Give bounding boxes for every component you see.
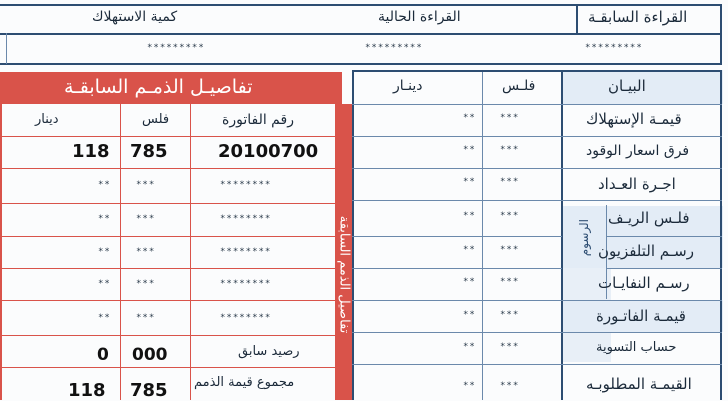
arrears-fils: *** — [136, 247, 156, 257]
arrears-header-dinar: دينار — [35, 112, 59, 127]
charge-dinar: ** — [463, 342, 476, 352]
arrears-dinar: ** — [98, 313, 111, 323]
previous-balance-dinar: 0 — [97, 345, 109, 365]
arrears-total-label: مجموع قيمة الذمم — [194, 375, 295, 390]
charge-fils: *** — [500, 113, 520, 123]
charge-fils: *** — [500, 245, 520, 255]
charge-label-rural-fils: فلـس الريـف — [608, 209, 690, 227]
charge-fils: *** — [500, 381, 520, 391]
charges-header-fils: فلـس — [502, 78, 536, 94]
previous-balance-label: رصيد سابق — [238, 344, 300, 359]
arrears-invoice: 20100700 — [218, 141, 319, 162]
charge-label-settlement: حساب التسوية — [596, 340, 677, 355]
arrears-fils: *** — [136, 279, 156, 289]
previous-balance-fils: 000 — [132, 345, 168, 365]
arrears-invoice: ******** — [220, 313, 272, 323]
arrears-fils: 785 — [130, 141, 168, 162]
previous-reading-value: ********* — [585, 43, 643, 53]
charge-label-fuel-diff: فرق اسعار الوقود — [586, 143, 690, 159]
charge-label-consumption: قيمـة الإستهلاك — [586, 110, 682, 128]
fees-group-label: الرسوم — [577, 219, 591, 257]
arrears-invoice: ******** — [220, 247, 272, 257]
charge-fils: *** — [500, 177, 520, 187]
charge-dinar: ** — [463, 113, 476, 123]
charge-dinar: ** — [463, 381, 476, 391]
charge-label-amount-due: القيمـة المطلوبـه — [586, 375, 692, 393]
charge-label-invoice-value: قيمـة الفاتـورة — [596, 307, 686, 325]
arrears-fils: *** — [136, 313, 156, 323]
arrears-fils: *** — [136, 180, 156, 190]
charge-dinar: ** — [463, 145, 476, 155]
charge-dinar: ** — [463, 245, 476, 255]
readings-section — [0, 0, 728, 65]
previous-reading-label: القراءة السابقـة — [588, 8, 688, 26]
arrears-dinar: ** — [98, 247, 111, 257]
current-reading-label: القراءة الحالية — [378, 9, 461, 25]
charge-dinar: ** — [463, 177, 476, 187]
arrears-dinar: 118 — [72, 141, 110, 162]
charge-fils: *** — [500, 211, 520, 221]
charges-header-dinar: دينـار — [393, 78, 423, 94]
arrears-dinar: ** — [98, 279, 111, 289]
charge-fils: *** — [500, 342, 520, 352]
charge-fils: *** — [500, 310, 520, 320]
charge-dinar: ** — [463, 211, 476, 221]
arrears-total-dinar: 118 — [68, 380, 106, 401]
charge-dinar: ** — [463, 310, 476, 320]
arrears-total-fils: 785 — [130, 380, 168, 401]
arrears-dinar: ** — [98, 214, 111, 224]
charge-label-meter-fee: اجـرة العـداد — [598, 175, 676, 193]
consumption-label: كمية الاستهلاك — [92, 9, 178, 25]
charge-dinar: ** — [463, 277, 476, 287]
arrears-title: تفاصيـل الذمـم السابقـة — [64, 76, 253, 98]
charge-fils: *** — [500, 145, 520, 155]
arrears-invoice: ******** — [220, 279, 272, 289]
arrears-dinar: ** — [98, 180, 111, 190]
charge-label-waste-fee: رسـم النفايـات — [598, 274, 690, 292]
charge-label-tv-fee: رسـم التلفزيون — [598, 242, 694, 260]
arrears-invoice: ******** — [220, 214, 272, 224]
arrears-invoice: ******** — [220, 180, 272, 190]
arrears-header-fils: فلس — [142, 112, 170, 127]
charges-header-item: البيـان — [608, 77, 646, 95]
arrears-fils: *** — [136, 214, 156, 224]
consumption-value: ********* — [147, 43, 205, 53]
charge-fils: *** — [500, 277, 520, 287]
arrears-vertical-label: تفاصيل الذمم السابقة — [336, 215, 352, 334]
current-reading-value: ********* — [365, 43, 423, 53]
arrears-header-invoice: رقم الفاتورة — [222, 112, 294, 128]
